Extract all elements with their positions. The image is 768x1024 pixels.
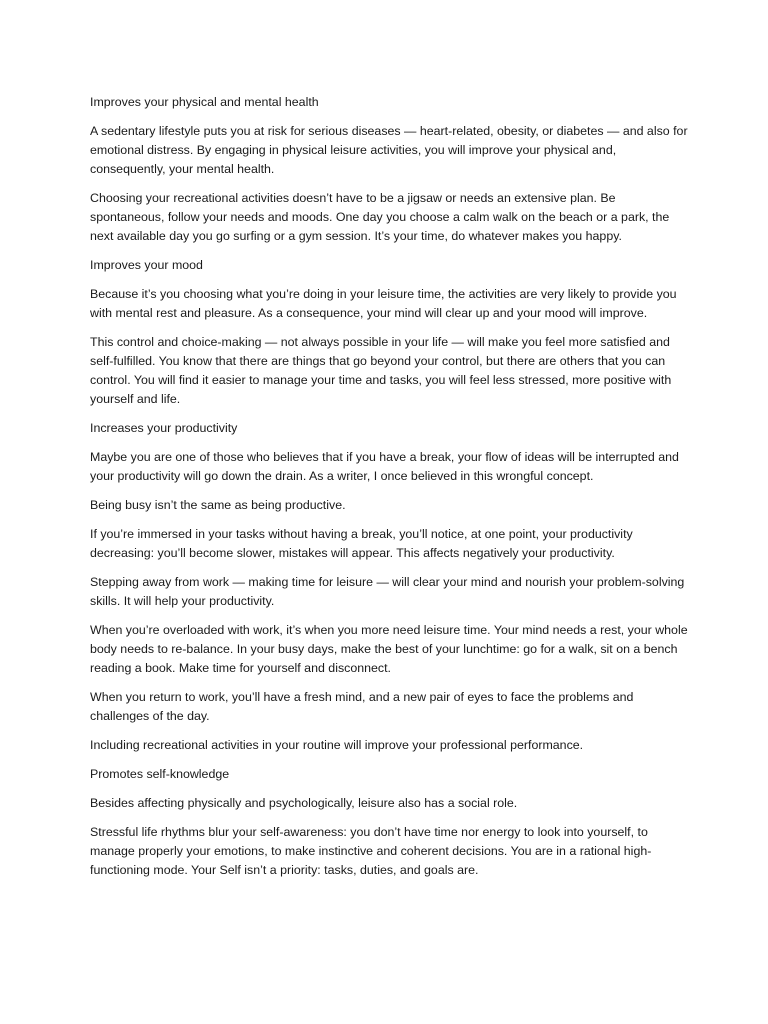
paragraph: When you return to work, you’ll have a fresh mind, and a new pair of eyes to face the problems and challenges of the day. xyxy=(90,690,634,723)
section-heading: Increases your productivity xyxy=(90,421,238,435)
document-page xyxy=(90,93,690,890)
paragraph: If you’re immersed in your tasks without having a break, you’ll notice, at one point, your productivity decreasing: you’ll become slower, mistakes will appear. This affects negatively your productivity. xyxy=(90,527,633,560)
paragraph: Choosing your recreational activities doesn’t have to be a jigsaw or needs an extensive plan. Be spontaneous, follow your needs and moods. One day you choose a calm walk on the beach or a park, the next available day you go surfing or a gym session. It’s your time, do whatever makes you happy. xyxy=(90,191,670,243)
paragraph: Maybe you are one of those who believes that if you have a break, your flow of ideas will be interrupted and your productivity will go down the drain. As a writer, I once believed in this wrongful concept. xyxy=(90,450,679,483)
paragraph: This control and choice-making — not always possible in your life — will make you feel more satisfied and self-fulfilled. You know that there are things that go beyond your control, but there are others that you can control. You will find it easier to manage your time and tasks, you will feel less stressed, more positive with yourself and life. xyxy=(90,335,672,406)
paragraph: Because it’s you choosing what you’re doing in your leisure time, the activities are very likely to provide you with mental rest and pleasure. As a consequence, your mind will clear up and your mood will improve. xyxy=(90,287,677,320)
paragraph: When you’re overloaded with work, it’s when you more need leisure time. Your mind needs a rest, your whole body needs to re-balance. In your busy days, make the best of your lunchtime: go for a walk, sit on a bench reading a book. Make time for yourself and disconnect. xyxy=(90,623,688,675)
paragraph: Including recreational activities in your routine will improve your professional performance. xyxy=(90,738,584,752)
section-heading: Improves your mood xyxy=(90,258,203,272)
paragraph: A sedentary lifestyle puts you at risk for serious diseases — heart-related, obesity, or diabetes — and also for emotional distress. By engaging in physical leisure activities, you will improve your physical and, consequently, your mental health. xyxy=(90,124,688,176)
paragraph: Besides affecting physically and psychologically, leisure also has a social role. xyxy=(90,796,518,810)
paragraph: Being busy isn’t the same as being productive. xyxy=(90,498,346,512)
section-heading: Improves your physical and mental health xyxy=(90,95,319,109)
paragraph: Stressful life rhythms blur your self-awareness: you don’t have time nor energy to look into yourself, to manage properly your emotions, to make instinctive and coherent decisions. You are in a rational high-functioning mode. Your Self isn’t a priority: tasks, duties, and goals are. xyxy=(90,825,652,877)
paragraph: Stepping away from work — making time for leisure — will clear your mind and nourish your problem-solving skills. It will help your productivity. xyxy=(90,575,685,608)
section-heading: Promotes self-knowledge xyxy=(90,767,230,781)
